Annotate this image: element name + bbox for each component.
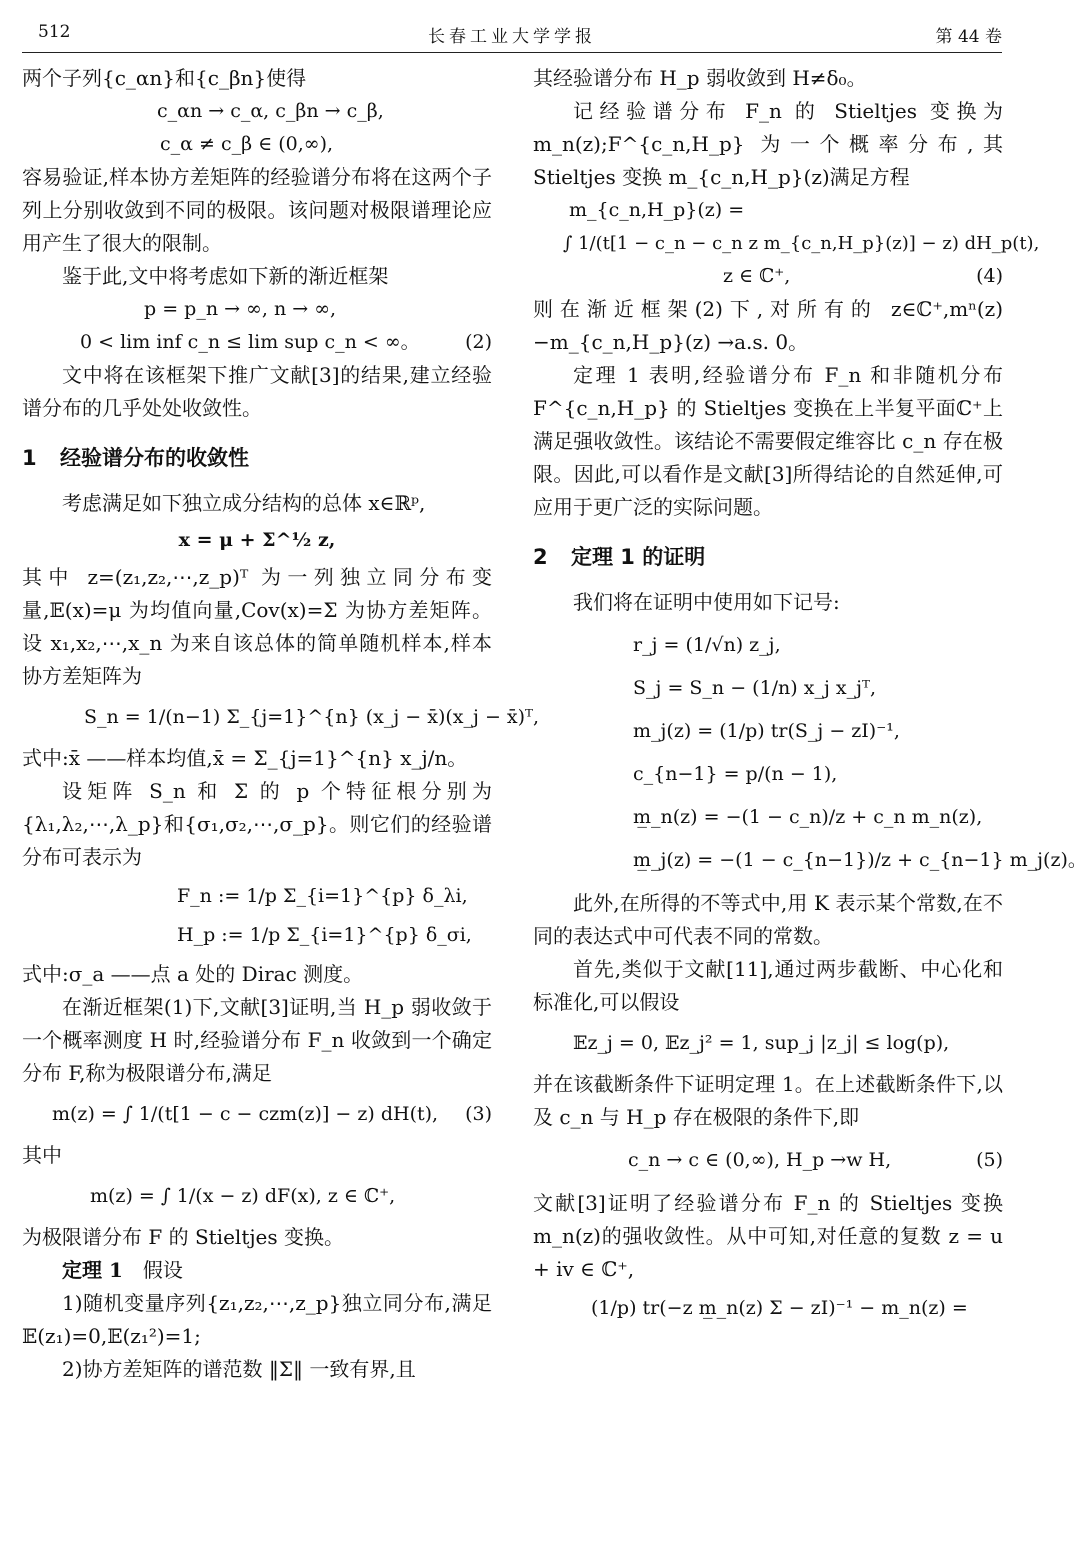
- paragraph: 定理 1 表明,经验谱分布 F_n 和非随机分布 F^{c_n,H_p} 的 Stieltjes 变换在上半复平面ℂ⁺上满足强收敛性。该结论不需要假定维容比 c_n 存在极限。因此,可以看作是文献[3]所得结论的自然延伸,可应用于更广泛的实际问题。: [533, 363, 1003, 519]
- equation-number: (5): [976, 1149, 1003, 1171]
- paragraph: 容易验证,样本协方差矩阵的经验谱分布将在这两个子列上分别收敛到不同的极限。该问题对极限谱理论应用产生了很大的限制。: [22, 165, 492, 255]
- paragraph: 此外,在所得的不等式中,用 K 表示某个常数,在不同的表达式中可代表不同的常数。: [533, 891, 1003, 948]
- section-heading: [22, 441, 492, 475]
- paragraph: 并在该截断条件下证明定理 1。在上述截断条件下,以及 c_n 与 H_p 存在极限的条件下,即: [533, 1072, 1003, 1129]
- paragraph: 两个子列{c_αn}和{c_βn}使得: [22, 66, 307, 90]
- paragraph: 在渐近框架(1)下,文献[3]证明,当 H_p 弱收敛于一个概率测度 H 时,经验谱分布 F_n 收敛到一个确定分布 F,称为极限谱分布,满足: [22, 995, 492, 1085]
- paragraph: 文献[3]证明了经验谱分布 F_n 的 Stieltjes 变换 m_n(z)的强收敛性。从中可知,对任意的复数 z = u + iv ∈ ℂ⁺,: [533, 1191, 1003, 1281]
- equation: m̲_j(z) = −(1 − c_{n−1})/z + c_{n−1} m_j(z)。: [633, 849, 1087, 871]
- paragraph: 设矩阵 S_n 和 Σ 的 p 个特征根分别为{λ₁,λ₂,⋯,λ_p}和{σ₁,σ₂,⋯,σ_p}。则它们的经验谱分布可表示为: [22, 779, 492, 869]
- equation-numbered: [22, 1098, 492, 1131]
- section-number: 2: [533, 545, 548, 569]
- equation: 𝔼z_j = 0, 𝔼z_j² = 1, sup_j |z_j| ≤ log(p),: [573, 1032, 950, 1054]
- paragraph: 记经验谱分布 F_n 的 Stieltjes 变换为m_n(z);F^{c_n,H_p} 为一个概率分布,其 Stieltjes 变换 m_{c_n,H_p}(z)满足方程: [533, 99, 1003, 189]
- equation: S_n = 1/(n−1) Σ_{j=1}^{n} (x_j − x̄)(x_j − x̄)ᵀ,: [84, 706, 540, 728]
- equation-number: (2): [465, 331, 492, 353]
- equation: r_j = (1/√n) z_j,: [633, 634, 781, 656]
- equation: x = μ + Σ^½ z,: [178, 529, 336, 551]
- equation-body: m(z) = ∫ 1/(t[1 − c − czm(z)] − z) dH(t),: [52, 1103, 439, 1125]
- journal-name: 长春工业大学学报: [428, 27, 596, 47]
- paragraph: 我们将在证明中使用如下记号:: [573, 590, 840, 614]
- paragraph: 鉴于此,文中将考虑如下新的渐近框架: [62, 264, 389, 288]
- paragraph: 式中:σ_a ——点 a 处的 Dirac 测度。: [22, 962, 364, 986]
- paragraph: 其中: [22, 1143, 62, 1167]
- section-number: 1: [22, 446, 37, 470]
- paragraph: 式中:x̄ ——样本均值,x̄ = Σ_{j=1}^{n} x_j/n。: [22, 746, 468, 770]
- equation: p = p_n → ∞, n → ∞,: [144, 298, 337, 320]
- section-heading: [533, 540, 1003, 574]
- equation: F_n := 1/p Σ_{i=1}^{p} δ_λi,: [177, 885, 468, 907]
- equation: (1/p) tr(−z m̲_n(z) Σ − zI)⁻¹ − m_n(z) =: [591, 1297, 968, 1319]
- paragraph: 考虑满足如下独立成分结构的总体 x∈ℝᵖ,: [62, 491, 426, 515]
- paragraph: 2)协方差矩阵的谱范数 ‖Σ‖ 一致有界,且: [62, 1357, 416, 1381]
- equation: c_α ≠ c_β ∈ (0,∞),: [160, 133, 334, 155]
- volume-label: 第 44 卷: [935, 27, 1002, 47]
- page-number: 512: [38, 22, 71, 42]
- paragraph: 则在渐近框架(2)下,对所有的 z∈ℂ⁺,mⁿ(z)−m_{c_n,H_p}(z) →a.s. 0。: [533, 297, 1003, 354]
- paragraph: 1)随机变量序列{z₁,z₂,⋯,z_p}独立同分布,满足𝔼(z₁)=0,𝔼(z₁²)=1;: [22, 1291, 492, 1348]
- paragraph: 文中将在该框架下推广文献[3]的结果,建立经验谱分布的几乎处处收敛性。: [22, 363, 492, 420]
- paragraph: 为极限谱分布 F 的 Stieltjes 变换。: [22, 1225, 345, 1249]
- equation-numbered: [533, 1144, 1003, 1177]
- equation-body: z ∈ ℂ⁺,: [723, 265, 791, 287]
- equation-body: 0 < lim inf c_n ≤ lim sup c_n < ∞。: [80, 331, 420, 353]
- equation: c_αn → c_α, c_βn → c_β,: [157, 100, 384, 122]
- equation: S_j = S_n − (1/n) x_j x_jᵀ,: [633, 677, 877, 699]
- equation: ∫ 1/(t[1 − c_n − c_n z m_{c_n,H_p}(z)] − z) dH_p(t),: [563, 233, 1040, 254]
- equation: m_{c_n,H_p}(z) =: [569, 199, 745, 221]
- theorem-line: [22, 1254, 492, 1287]
- equation-body: c_n → c ∈ (0,∞), H_p →w H,: [628, 1149, 892, 1171]
- equation: c_{n−1} = p/(n − 1),: [633, 763, 838, 785]
- left-column: [22, 62, 540, 1386]
- equation: m(z) = ∫ 1/(x − z) dF(x), z ∈ ℂ⁺,: [90, 1185, 396, 1207]
- equation-numbered: [533, 260, 1003, 293]
- running-header: [22, 12, 1002, 53]
- section-title: 定理 1 的证明: [571, 545, 706, 569]
- theorem-label: 定理 1: [62, 1258, 123, 1282]
- equation-numbered: [22, 326, 492, 359]
- equation-number: (4): [976, 265, 1003, 287]
- equation: H_p := 1/p Σ_{i=1}^{p} δ_σi,: [177, 924, 472, 946]
- paragraph: 其经验谱分布 H_p 弱收敛到 H≠δ₀。: [533, 66, 867, 90]
- theorem-text: 假设: [142, 1258, 183, 1282]
- equation: m_j(z) = (1/p) tr(S_j − zI)⁻¹,: [633, 720, 900, 742]
- equation: m̲_n(z) = −(1 − c_n)/z + c_n m_n(z),: [633, 806, 983, 828]
- equation-number: (3): [465, 1103, 492, 1125]
- paragraph: 其中 z=(z₁,z₂,⋯,z_p)ᵀ 为一列独立同分布变量,𝔼(x)=μ 为均值向量,Cov(x)=Σ 为协方差矩阵。设 x₁,x₂,⋯,x_n 为来自该总体的简单随机样本,样本协方差矩阵为: [22, 565, 492, 688]
- paragraph: 首先,类似于文献[11],通过两步截断、中心化和标准化,可以假设: [533, 957, 1003, 1014]
- section-title: 经验谱分布的收敛性: [60, 446, 249, 470]
- right-column: [533, 62, 1087, 1331]
